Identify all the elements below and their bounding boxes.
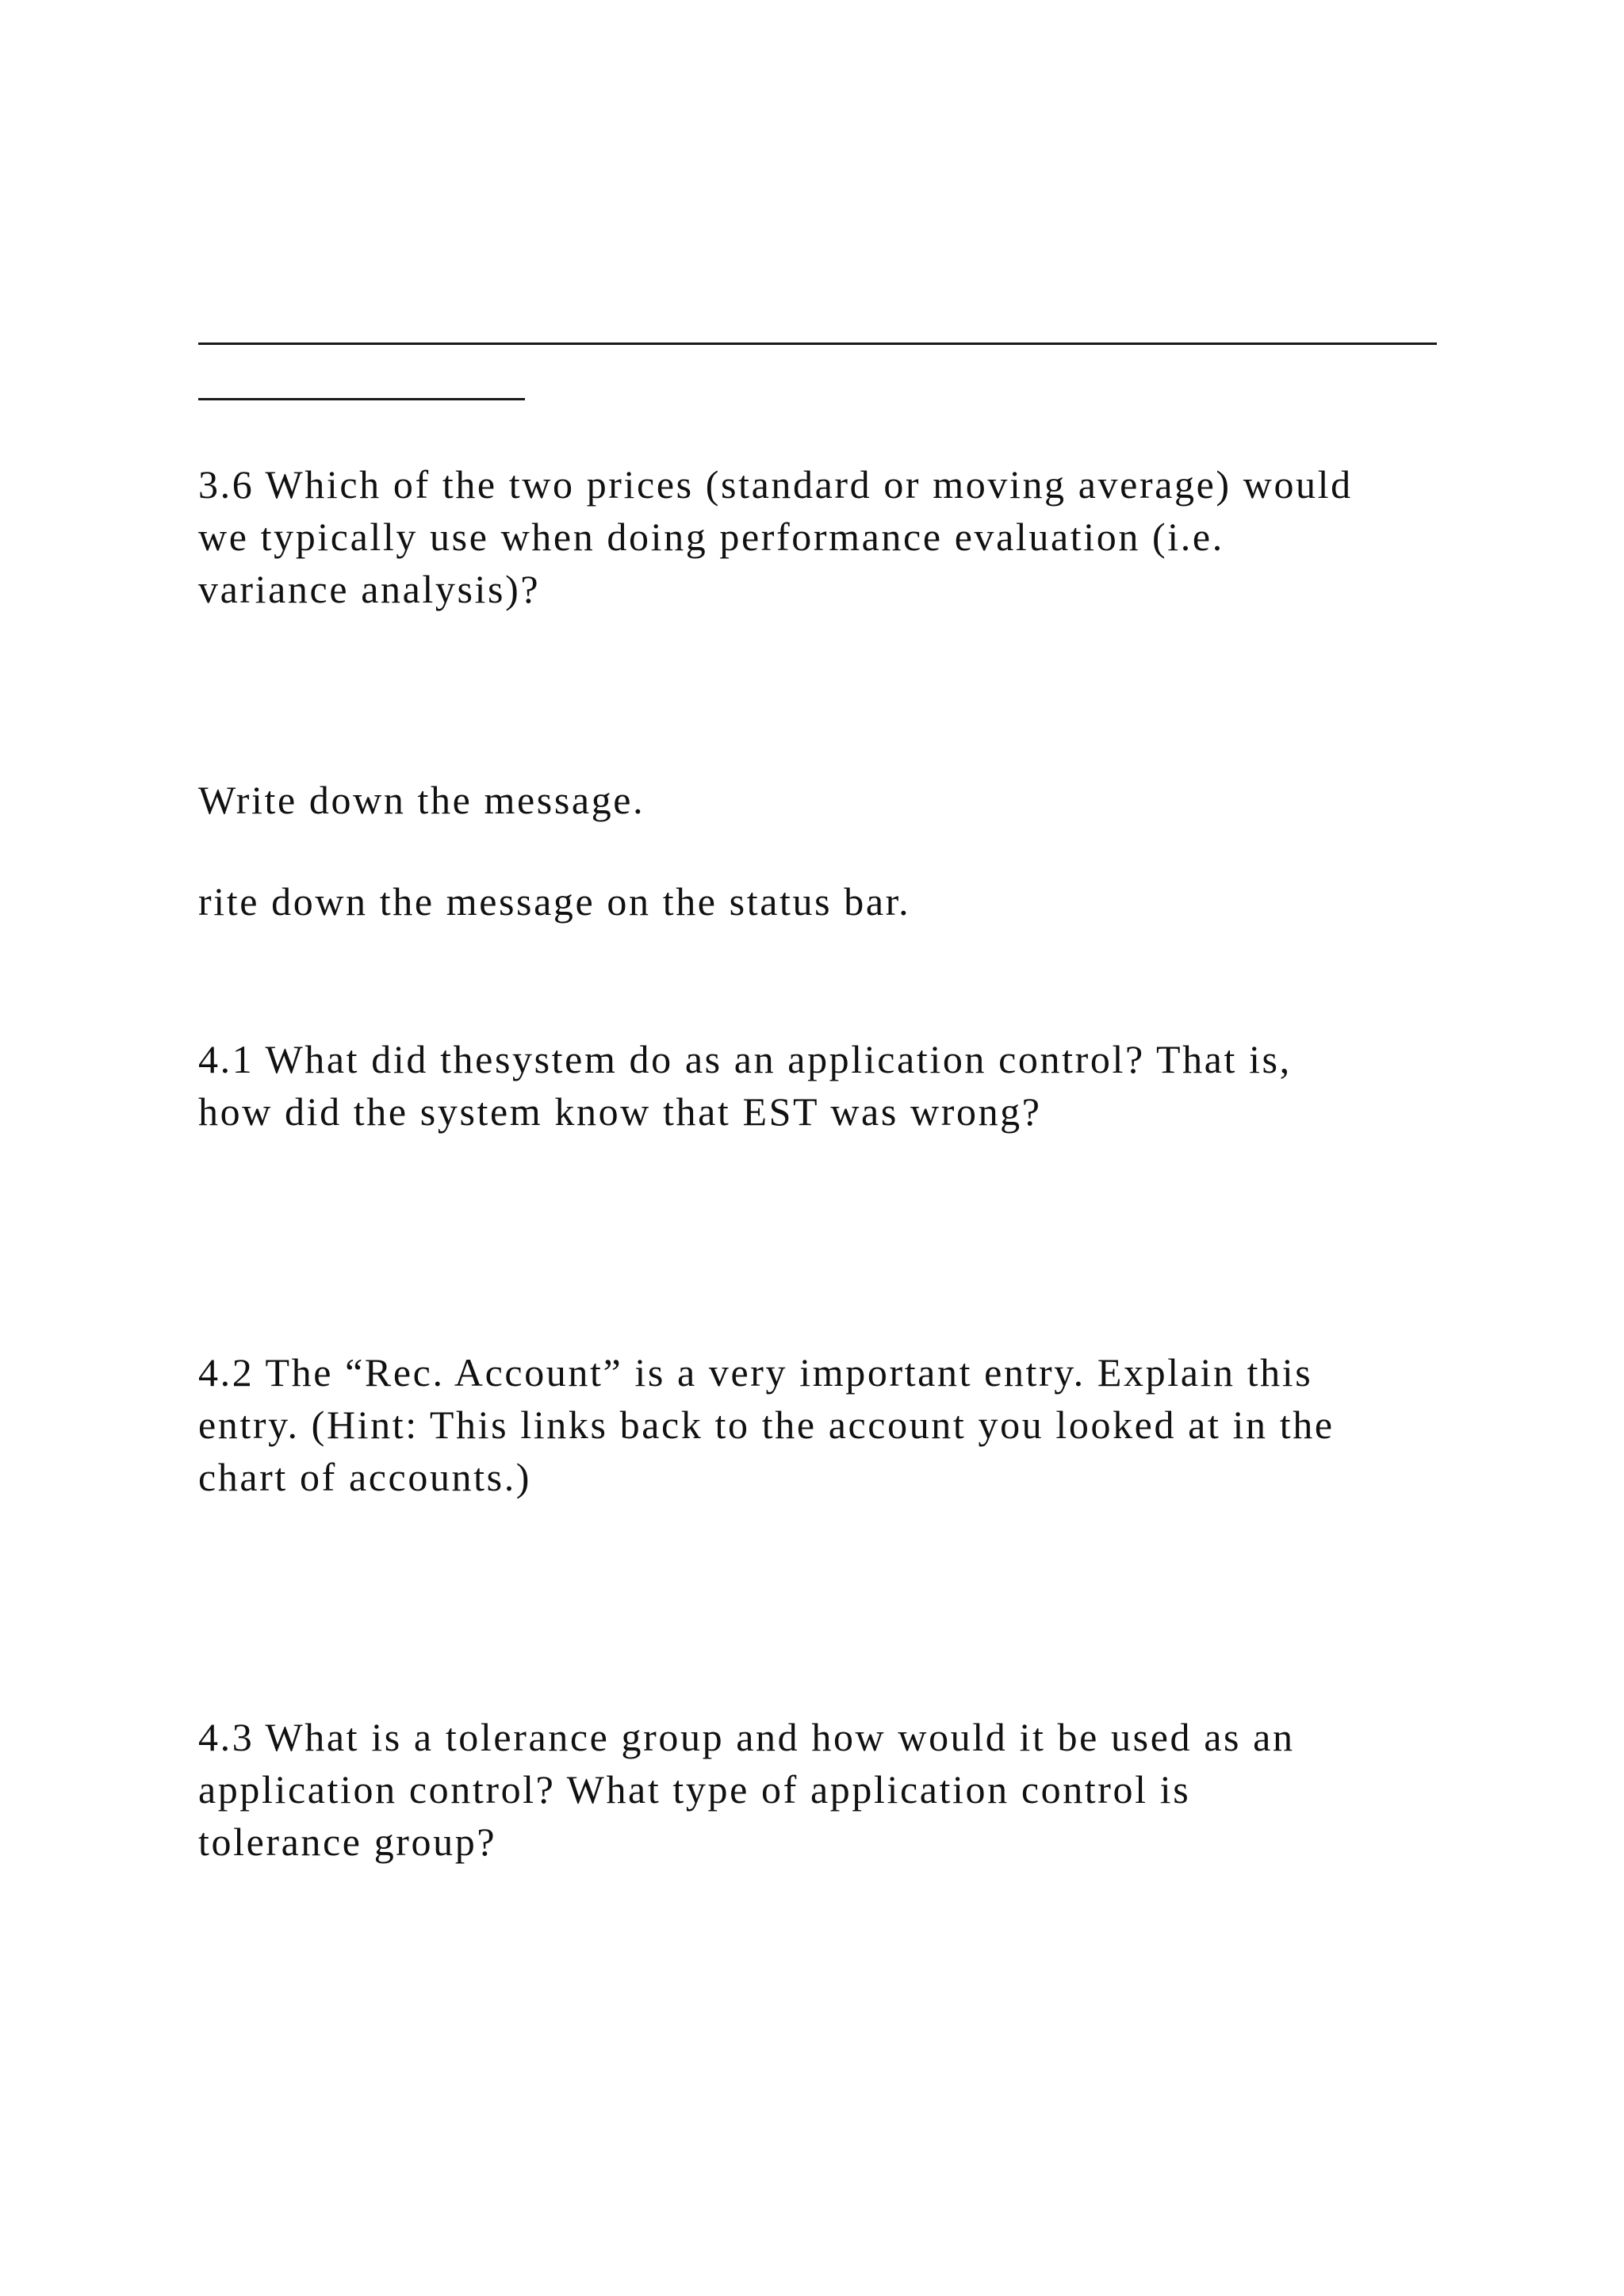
question-text-line: 4.1 What did thesystem do as an application control? That is, bbox=[198, 1037, 1292, 1081]
instruction-write-message bbox=[198, 774, 1451, 826]
question-text-line: 4.2 The “Rec. Account” is a very important entry. Explain this bbox=[198, 1350, 1313, 1395]
answer-rule-short bbox=[198, 398, 525, 400]
answer-rule-long bbox=[198, 342, 1437, 345]
question-3-6 bbox=[198, 458, 1451, 615]
instruction-text: rite down the message on the status bar. bbox=[198, 879, 911, 924]
question-text-line: application control? What type of application control is bbox=[198, 1767, 1191, 1812]
question-text-line: variance analysis)? bbox=[198, 567, 541, 611]
question-text-line: entry. (Hint: This links back to the account you looked at in the bbox=[198, 1402, 1335, 1447]
question-4-2 bbox=[198, 1346, 1451, 1503]
instruction-text: Write down the message. bbox=[198, 778, 645, 822]
question-text-line: tolerance group? bbox=[198, 1820, 497, 1864]
question-text-line: 3.6 Which of the two prices (standard or moving average) would bbox=[198, 462, 1353, 507]
question-text-line: how did the system know that EST was wrong? bbox=[198, 1089, 1042, 1134]
question-text-line: 4.3 What is a tolerance group and how would it be used as an bbox=[198, 1715, 1295, 1759]
question-4-3 bbox=[198, 1711, 1451, 1868]
question-text-line: chart of accounts.) bbox=[198, 1455, 532, 1499]
question-4-1 bbox=[198, 1033, 1451, 1138]
question-text-line: we typically use when doing performance evaluation (i.e. bbox=[198, 515, 1224, 559]
instruction-status-bar bbox=[198, 875, 1451, 928]
